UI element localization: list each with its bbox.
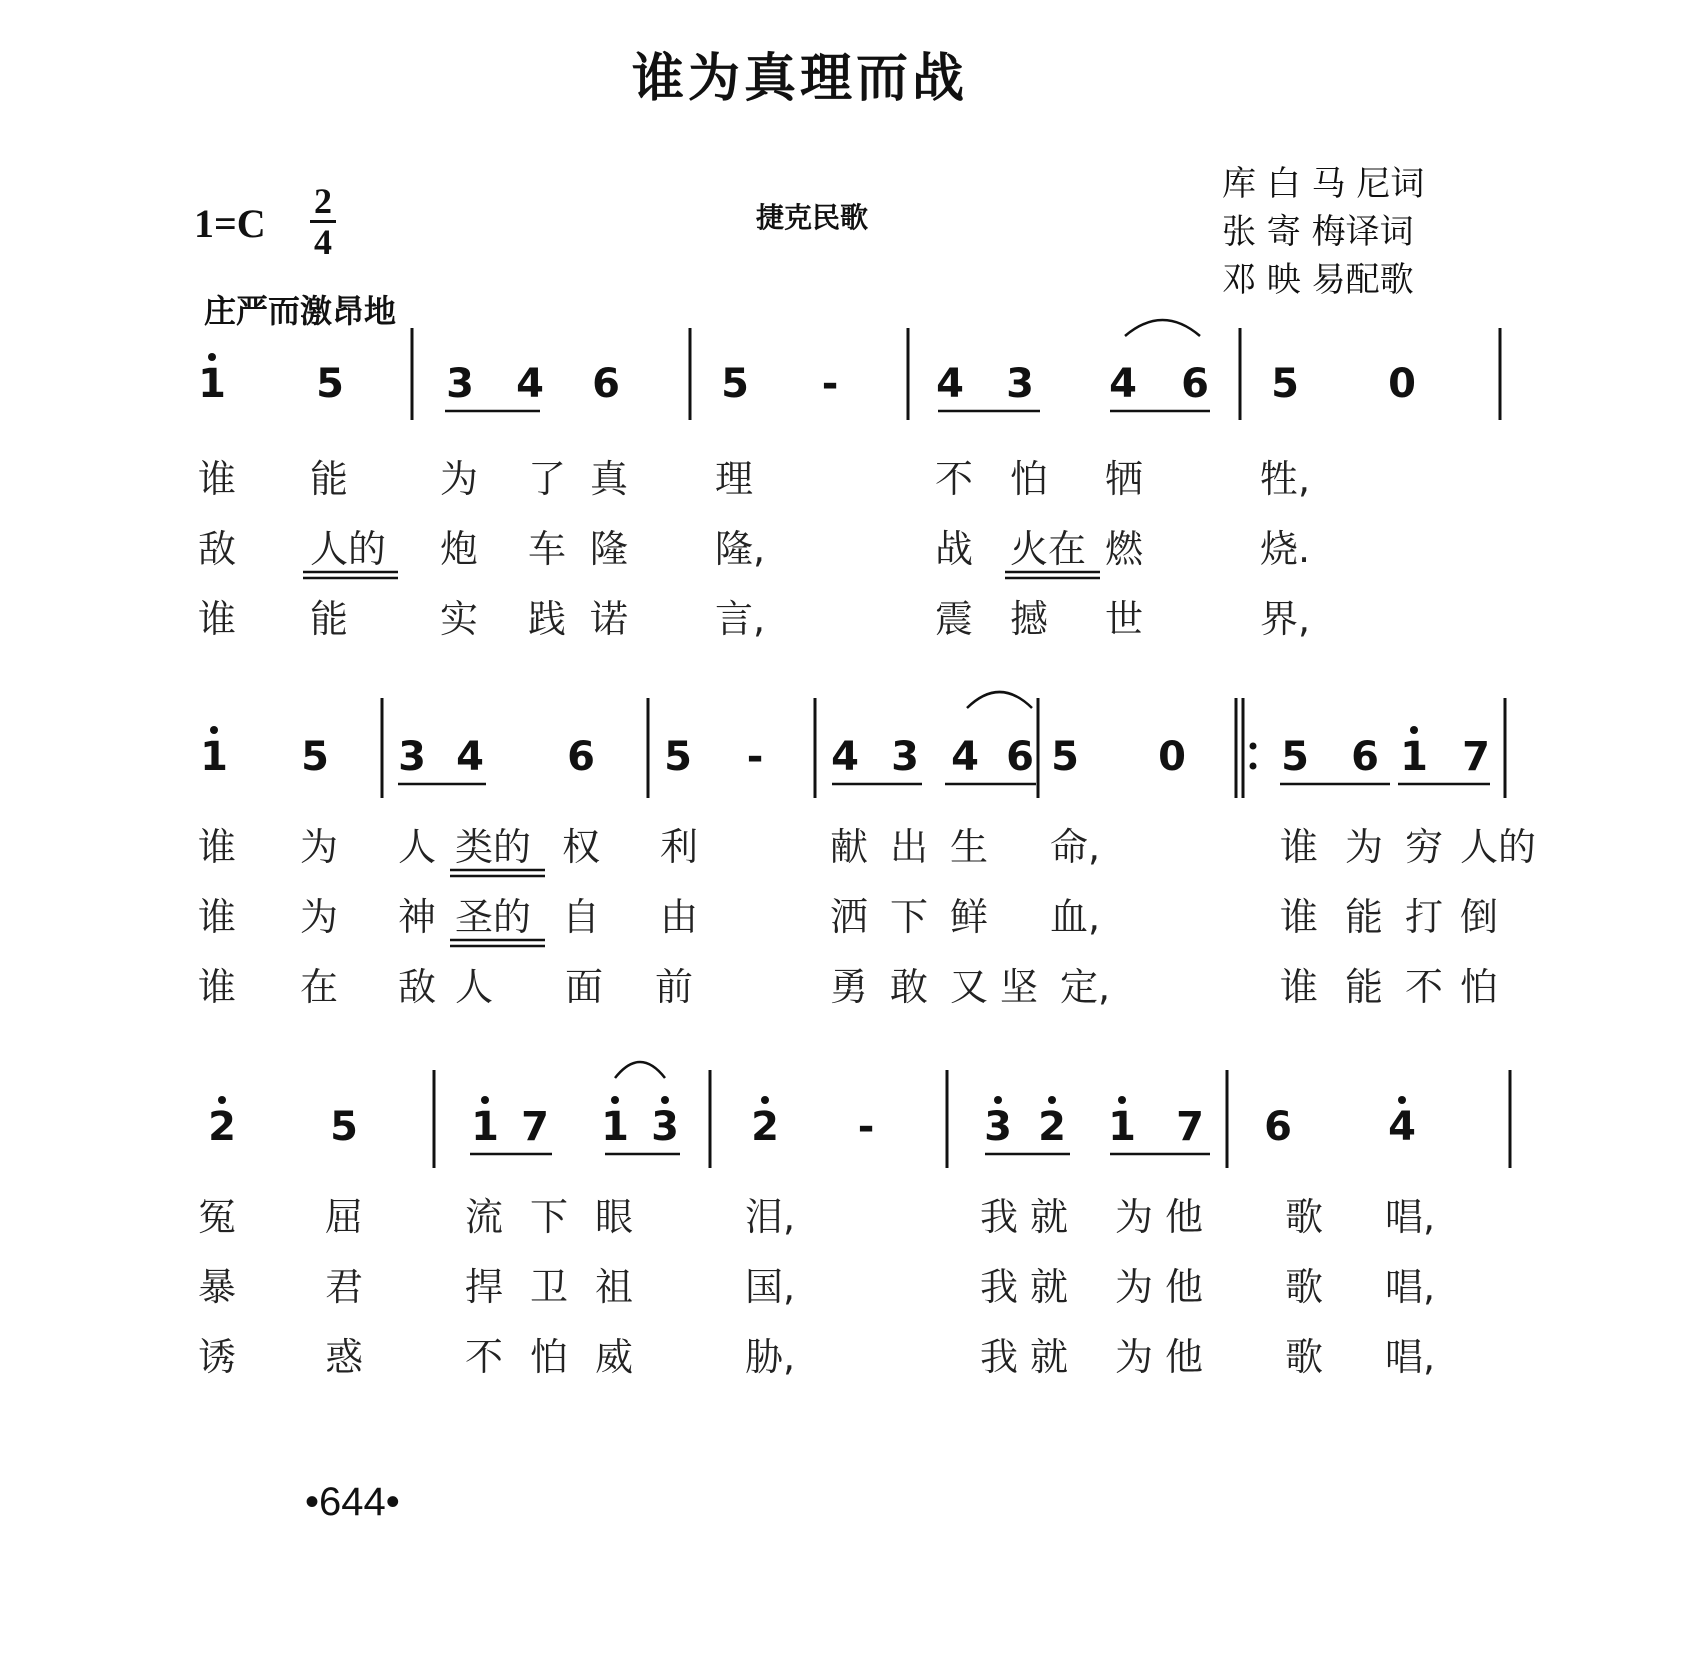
time-signature-bottom: 4	[314, 222, 332, 262]
lyric-syllable: 世	[1105, 597, 1144, 641]
lyric-syllable: 威	[595, 1335, 634, 1379]
lyric-syllable: 能	[1345, 965, 1384, 1009]
note: 6	[1181, 361, 1209, 407]
lyric-syllable: 唱,	[1385, 1335, 1436, 1379]
lyric-syllable: 权	[562, 825, 601, 869]
tempo-marking: 庄严而激昂地	[204, 292, 397, 330]
note: 7	[1462, 734, 1490, 780]
note: 4	[951, 734, 979, 780]
note: 5	[330, 1104, 358, 1150]
lyric-syllable: 在	[300, 965, 339, 1009]
lyric-syllable: 流	[465, 1195, 504, 1239]
note: 4	[1109, 361, 1137, 407]
lyric-syllable: 言,	[715, 597, 766, 641]
lyric-syllable: 烧.	[1260, 527, 1311, 571]
note: 1	[1108, 1104, 1136, 1150]
lyric-syllable: 谁	[198, 825, 237, 869]
lyric-syllable: 他	[1165, 1265, 1204, 1309]
lyric-syllable: 为	[300, 825, 339, 869]
lyric-syllable: 穷	[1405, 825, 1444, 869]
lyric-syllable: 人的	[310, 527, 387, 571]
lyric-syllable: 眼	[595, 1195, 634, 1239]
lyric-syllable: 神	[398, 895, 437, 939]
lyric-syllable: 他	[1165, 1195, 1204, 1239]
lyric-syllable: 理	[715, 457, 754, 501]
lyric-syllable: 谁	[198, 597, 237, 641]
lyric-syllable: 牲,	[1260, 457, 1311, 501]
note: 2	[751, 1104, 779, 1150]
lyric-syllable: 隆	[590, 527, 629, 571]
lyric-syllable: 唱,	[1385, 1195, 1436, 1239]
note: 5	[721, 361, 749, 407]
octave-dot	[481, 1096, 489, 1104]
octave-dot	[1398, 1096, 1406, 1104]
lyric-syllable: 君	[325, 1265, 364, 1309]
note: 6	[567, 734, 595, 780]
lyric-syllable: 洒	[830, 895, 869, 939]
note: 6	[592, 361, 620, 407]
lyric-syllable: 敢	[890, 965, 929, 1009]
lyric-syllable: 类的	[455, 825, 532, 869]
lyric-syllable: 面	[565, 965, 604, 1009]
octave-dot	[210, 726, 218, 734]
lyric-syllable: 由	[660, 895, 699, 939]
lyric-syllable: 他	[1165, 1335, 1204, 1379]
credit-lyricist: 库 白 马 尼词	[1222, 164, 1425, 204]
lyric-syllable: 胁,	[745, 1335, 796, 1379]
lyric-syllable: 献	[830, 825, 869, 869]
note: 5	[664, 734, 692, 780]
note: 3	[891, 734, 919, 780]
octave-dot	[1118, 1096, 1126, 1104]
credit-translator: 张 寄 梅译词	[1222, 212, 1414, 252]
lyric-syllable: 炮	[440, 527, 479, 571]
lyric-syllable: 我	[980, 1265, 1019, 1309]
note: 7	[1176, 1104, 1204, 1150]
note: 6	[1351, 734, 1379, 780]
lyric-syllable: 出	[890, 825, 929, 869]
lyric-syllable: 战	[935, 527, 974, 571]
lyric-syllable: 卫	[530, 1265, 569, 1309]
note: 3	[446, 361, 474, 407]
lyric-syllable: 前	[655, 965, 694, 1009]
lyric-syllable: 人	[455, 965, 494, 1009]
lyric-syllable: 为	[1345, 825, 1384, 869]
lyric-syllable: 命,	[1050, 825, 1101, 869]
lyric-syllable: 为	[1115, 1195, 1154, 1239]
lyric-syllable: 为	[1115, 1335, 1154, 1379]
lyric-syllable: 捍	[465, 1265, 504, 1309]
lyric-syllable: 谁	[1280, 825, 1319, 869]
lyric-syllable: 国,	[745, 1265, 796, 1309]
lyric-syllable: 为	[440, 457, 479, 501]
tie-arc	[967, 692, 1032, 708]
octave-dot	[761, 1096, 769, 1104]
lyric-syllable: 冤	[198, 1195, 237, 1239]
lyric-syllable: 不	[465, 1335, 504, 1379]
lyric-syllable: 唱,	[1385, 1265, 1436, 1309]
octave-dot	[661, 1096, 669, 1104]
lyric-syllable: 屈	[325, 1195, 364, 1239]
octave-dot	[218, 1096, 226, 1104]
lyric-syllable: 实	[440, 597, 479, 641]
lyric-syllable: 诱	[198, 1335, 237, 1379]
lyric-syllable: 了	[528, 457, 567, 501]
lyric-syllable: 下	[530, 1195, 569, 1239]
lyric-syllable: 真	[590, 457, 629, 501]
lyric-syllable: 敌	[198, 527, 237, 571]
lyric-syllable: 为	[1115, 1265, 1154, 1309]
lyric-syllable: 我	[980, 1195, 1019, 1239]
lyric-syllable: 界,	[1260, 597, 1311, 641]
lyric-syllable: 歌	[1285, 1195, 1324, 1239]
lyric-syllable: 践	[528, 597, 567, 641]
lyric-syllable: 能	[1345, 895, 1384, 939]
note: 7	[521, 1104, 549, 1150]
tie-arc	[1125, 320, 1200, 336]
lyric-syllable: 怕	[530, 1335, 569, 1379]
note: 1	[198, 361, 226, 407]
note: 4	[1388, 1104, 1416, 1150]
octave-dot	[611, 1096, 619, 1104]
note: 4	[516, 361, 544, 407]
lyric-syllable: 不	[1405, 965, 1444, 1009]
note: 4	[936, 361, 964, 407]
note: 5	[1281, 734, 1309, 780]
lyric-syllable: 为	[300, 895, 339, 939]
lyric-syllable: 暴	[198, 1265, 237, 1309]
lyric-syllable: 燃	[1105, 527, 1144, 571]
lyric-syllable: 倒	[1460, 895, 1499, 939]
note: 0	[1388, 361, 1416, 407]
lyric-syllable: 下	[890, 895, 929, 939]
lyric-syllable: 谁	[1280, 965, 1319, 1009]
note: 5	[301, 734, 329, 780]
lyric-syllable: 又	[950, 965, 989, 1009]
lyric-syllable: 能	[310, 597, 349, 641]
repeat-dot	[1250, 743, 1257, 750]
lyric-syllable: 隆,	[715, 527, 766, 571]
lyric-syllable: 血,	[1050, 895, 1101, 939]
lyric-syllable: 坚	[1000, 965, 1039, 1009]
note: 3	[398, 734, 426, 780]
lyric-syllable: 能	[310, 457, 349, 501]
lyric-syllable: 我	[980, 1335, 1019, 1379]
lyric-syllable: 生	[950, 825, 989, 869]
note: 1	[471, 1104, 499, 1150]
note: 5	[1051, 734, 1079, 780]
note: 3	[984, 1104, 1012, 1150]
song-title: 谁为真理而战	[631, 48, 968, 109]
lyric-syllable: 不	[935, 457, 974, 501]
lyric-syllable: 歌	[1285, 1335, 1324, 1379]
lyric-syllable: 人	[398, 825, 437, 869]
tie-arc	[615, 1062, 665, 1078]
lyric-syllable: 怕	[1010, 457, 1049, 501]
note: -	[857, 1104, 875, 1150]
repeat-dot	[1250, 763, 1257, 770]
lyric-syllable: 谁	[198, 965, 237, 1009]
page-number: •644•	[305, 1480, 400, 1524]
note: 0	[1158, 734, 1186, 780]
note: 3	[651, 1104, 679, 1150]
note: -	[746, 734, 764, 780]
note: 6	[1264, 1104, 1292, 1150]
lyric-syllable: 自	[562, 895, 601, 939]
note: 1	[200, 734, 228, 780]
note: 5	[1271, 361, 1299, 407]
lyric-syllable: 勇	[830, 965, 869, 1009]
lyric-syllable: 谁	[198, 895, 237, 939]
note: 2	[1038, 1104, 1066, 1150]
song-origin: 捷克民歌	[756, 201, 869, 234]
lyric-syllable: 歌	[1285, 1265, 1324, 1309]
octave-dot	[994, 1096, 1002, 1104]
lyric-syllable: 人的	[1460, 825, 1537, 869]
key-signature: 1=C	[194, 201, 266, 246]
note: 4	[831, 734, 859, 780]
note: -	[821, 361, 839, 407]
lyric-syllable: 谁	[1280, 895, 1319, 939]
time-signature-top: 2	[314, 181, 332, 221]
lyric-syllable: 撼	[1010, 597, 1049, 641]
note: 3	[1006, 361, 1034, 407]
note: 2	[208, 1104, 236, 1150]
octave-dot	[208, 353, 216, 361]
lyric-syllable: 就	[1030, 1265, 1069, 1309]
lyric-syllable: 敌	[398, 965, 437, 1009]
lyric-syllable: 圣的	[455, 895, 532, 939]
lyric-syllable: 震	[935, 597, 974, 641]
octave-dot	[1410, 726, 1418, 734]
lyric-syllable: 就	[1030, 1195, 1069, 1239]
note: 1	[601, 1104, 629, 1150]
lyric-syllable: 牺	[1105, 457, 1144, 501]
lyric-syllable: 惑	[325, 1335, 364, 1379]
note: 6	[1006, 734, 1034, 780]
lyric-syllable: 诺	[590, 597, 629, 641]
lyric-syllable: 就	[1030, 1335, 1069, 1379]
note: 5	[316, 361, 344, 407]
octave-dot	[1048, 1096, 1056, 1104]
lyric-syllable: 谁	[198, 457, 237, 501]
lyric-syllable: 火在	[1010, 527, 1087, 571]
lyric-syllable: 泪,	[745, 1195, 796, 1239]
note: 1	[1400, 734, 1428, 780]
lyric-syllable: 定,	[1060, 965, 1111, 1009]
lyric-syllable: 鲜	[950, 895, 989, 939]
note: 4	[456, 734, 484, 780]
lyric-syllable: 打	[1405, 895, 1444, 939]
lyric-syllable: 祖	[595, 1265, 634, 1309]
lyric-syllable: 车	[528, 527, 567, 571]
lyric-syllable: 利	[660, 825, 699, 869]
lyric-syllable: 怕	[1460, 965, 1499, 1009]
credit-arranger: 邓 映 易配歌	[1222, 260, 1414, 300]
